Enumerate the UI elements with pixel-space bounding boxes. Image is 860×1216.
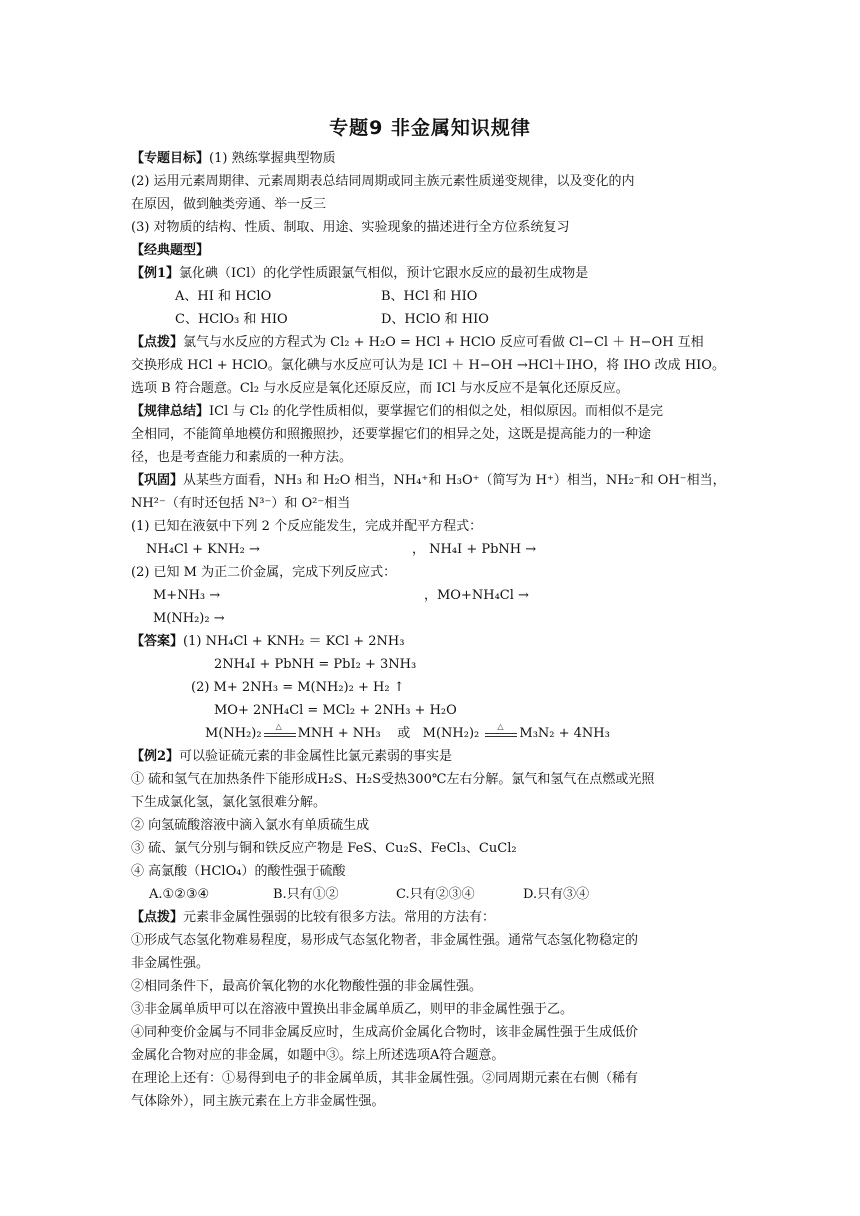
- answer-label: 【答案】: [131, 634, 184, 649]
- consolidate-q1: (1) 已知在液氨中下列 2 个反应能发生，完成并配平方程式：: [131, 519, 483, 534]
- rule-line-2: 全相同，不能简单地模仿和照搬照抄，还要掌握它们的相异之处，这既是提高能力的一种途: [131, 427, 652, 442]
- example-1-text: 氯化碘（ICl）的化学性质跟氯气相似，预计它跟水反应的最初生成物是: [179, 266, 589, 281]
- answer-2: 2NH₄I + PbNH = PbI₂ + 3NH₃: [214, 657, 417, 672]
- hint-2-line-5: ③非金属单质甲可以在溶液中置换出非金属单质乙，则甲的非金属性强于乙。: [131, 1002, 574, 1017]
- example-2-statement-1-cont: 下生成氯化氢，氯化氢很难分解。: [131, 795, 327, 810]
- answer-5-or: 或: [397, 726, 411, 741]
- consolidate-line-2: NH²⁻（有时还包括 N³⁻）和 O²⁻相当: [131, 496, 351, 511]
- example-2-statement-3: ③ 硫、氯气分别与铜和铁反应产物是 FeS、Cu₂S、FeCl₃、CuCl₂: [131, 841, 517, 856]
- example-2-text: 可以验证硫元素的非金属性比氯元素弱的事实是: [179, 749, 453, 764]
- answer-1: (1) NH₄Cl + KNH₂ ＝ KCl + 2NH₃: [183, 634, 405, 649]
- hint-2-line-8: 在理论上还有：①易得到电子的非金属单质，其非金属性强。②同周期元素在右侧（稀有: [131, 1071, 639, 1086]
- answer-5-product-2: M₃N₂ + 4NH₃: [519, 726, 610, 741]
- consolidate-text-1: 从某些方面看，NH₃ 和 H₂O 相当，NH₄⁺和 H₃O⁺（简写为 H⁺）相当，NH₂⁻和 OH⁻相当，: [183, 473, 726, 488]
- hint-2-line-6: ④同种变价金属与不同非金属反应时，生成高价金属化合物时，该非金属性强于生成低价: [131, 1025, 639, 1040]
- consolidate-q2b: ，MO+NH₄Cl →: [424, 588, 529, 603]
- rule-text-1: ICl 与 Cl₂ 的化学性质相似，要掌握它们的相似之处，相似原因。而相似不是完: [209, 404, 663, 419]
- hint-2-line-7: 金属化合物对应的非金属，如题中③。综上所述选项A符合题意。: [131, 1048, 505, 1063]
- example-2-option-b: B.只有①②: [273, 887, 339, 902]
- hint-1-label: 【点拨】: [131, 335, 184, 350]
- heat-equals-icon: △: [485, 727, 517, 741]
- example-1-option-a: A、HI 和 HClO: [175, 289, 272, 304]
- example-1-option-d: D、HClO 和 HIO: [381, 312, 489, 327]
- example-2-option-a: A.①②③④: [149, 887, 210, 902]
- rule-line-3: 径，也是考查能力和素质的一种方法。: [131, 450, 353, 465]
- heat-equals-icon: △: [264, 727, 296, 741]
- rule-label: 【规律总结】: [131, 404, 210, 419]
- hint-1-line-1: [131, 334, 731, 352]
- consolidate-q2: (2) 已知 M 为正二价金属，完成下列反应式：: [131, 565, 397, 580]
- goal-3: (3) 对物质的结构、性质、制取、用途、实验现象的描述进行全方位系统复习: [131, 220, 570, 235]
- example-2-option-c: C.只有②③④: [396, 887, 475, 902]
- hint-1-text-1: 氯气与水反应的方程式为 Cl₂ + H₂O = HCl + HClO 反应可看做 Cl−Cl ＋ H−OH 互相: [183, 335, 704, 350]
- hint-2-line-3: 非金属性强。: [131, 956, 210, 971]
- hint-2-label: 【点拨】: [131, 910, 184, 925]
- example-1-label: 【例1】: [131, 266, 180, 281]
- consolidate-line-1: [131, 472, 731, 490]
- goal-2-cont: 在原因，做到触类旁通、举一反三: [131, 197, 327, 212]
- answer-line-1: [131, 633, 731, 651]
- answer-5-reactant-1: M(NH₂)₂: [205, 726, 262, 741]
- example-2-label: 【例2】: [131, 749, 180, 764]
- hint-2-line-4: ②相同条件下，最高价氧化物的水化物酸性强的非金属性强。: [131, 979, 483, 994]
- goal-1: (1) 熟练掌握典型物质: [209, 151, 336, 166]
- hint-2-line-2: ①形成气态氢化物难易程度，易形成气态氢化物者，非金属性强。通常气态氢化物稳定的: [131, 933, 639, 948]
- answer-5-reactant-2: M(NH₂)₂: [422, 726, 480, 741]
- answer-5: [205, 721, 805, 743]
- goal-line-1: [131, 150, 731, 168]
- rule-line-1: [131, 403, 731, 421]
- consolidate-q2c: M(NH₂)₂ →: [153, 611, 225, 626]
- answer-3: (2) M+ 2NH₃ = M(NH₂)₂ + H₂ ↑: [191, 680, 405, 695]
- classic-label: 【经典题型】: [131, 243, 210, 258]
- hint-2-text-1: 元素非金属性强弱的比较有很多方法。常用的方法有：: [183, 910, 496, 925]
- example-1-question: [131, 265, 731, 283]
- example-2-option-d: D.只有③④: [523, 887, 590, 902]
- example-2-statement-4: ④ 高氯酸（HClO₄）的酸性强于硫酸: [131, 864, 346, 879]
- consolidate-label: 【巩固】: [131, 473, 184, 488]
- example-2-statement-2: ② 向氢硫酸溶液中滴入氯水有单质硫生成: [131, 818, 370, 833]
- goals-label: 【专题目标】: [131, 151, 210, 166]
- hint-1-line-3: 选项 B 符合题意。Cl₂ 与水反应是氧化还原反应，而 ICl 与水反应不是氧化还原反应。: [131, 381, 629, 396]
- page-title: 专题9 非金属知识规律: [329, 117, 531, 139]
- goal-2: (2) 运用元素周期律、元素周期表总结同周期或同主族元素性质递变规律，以及变化的内: [131, 174, 635, 189]
- example-2-statement-1: ① 硫和氢气在加热条件下能形成H₂S、H₂S受热300℃左右分解。氯气和氢气在点燃或光照: [131, 772, 655, 787]
- hint-2-line-1: [131, 909, 731, 927]
- consolidate-q2a: M+NH₃ →: [153, 588, 221, 603]
- example-1-option-b: B、HCl 和 HIO: [381, 289, 478, 304]
- hint-1-line-2: 交换形成 HCl + HClO。氯化碘与水反应可认为是 ICl ＋ H−OH →HCl＋IHO，将 IHO 改成 HIO。: [131, 358, 725, 373]
- answer-4: MO+ 2NH₄Cl = MCl₂ + 2NH₃ + H₂O: [214, 703, 457, 718]
- hint-2-line-9: 气体除外），同主族元素在上方非金属性强。: [131, 1094, 385, 1109]
- answer-5-product-1: MNH + NH₃: [297, 726, 381, 741]
- consolidate-q1b: ， NH₄I + PbNH →: [412, 542, 537, 557]
- consolidate-q1a: NH₄Cl + KNH₂ →: [146, 542, 260, 557]
- example-2-question: [131, 748, 731, 766]
- example-1-option-c: C、HClO₃ 和 HIO: [175, 312, 288, 327]
